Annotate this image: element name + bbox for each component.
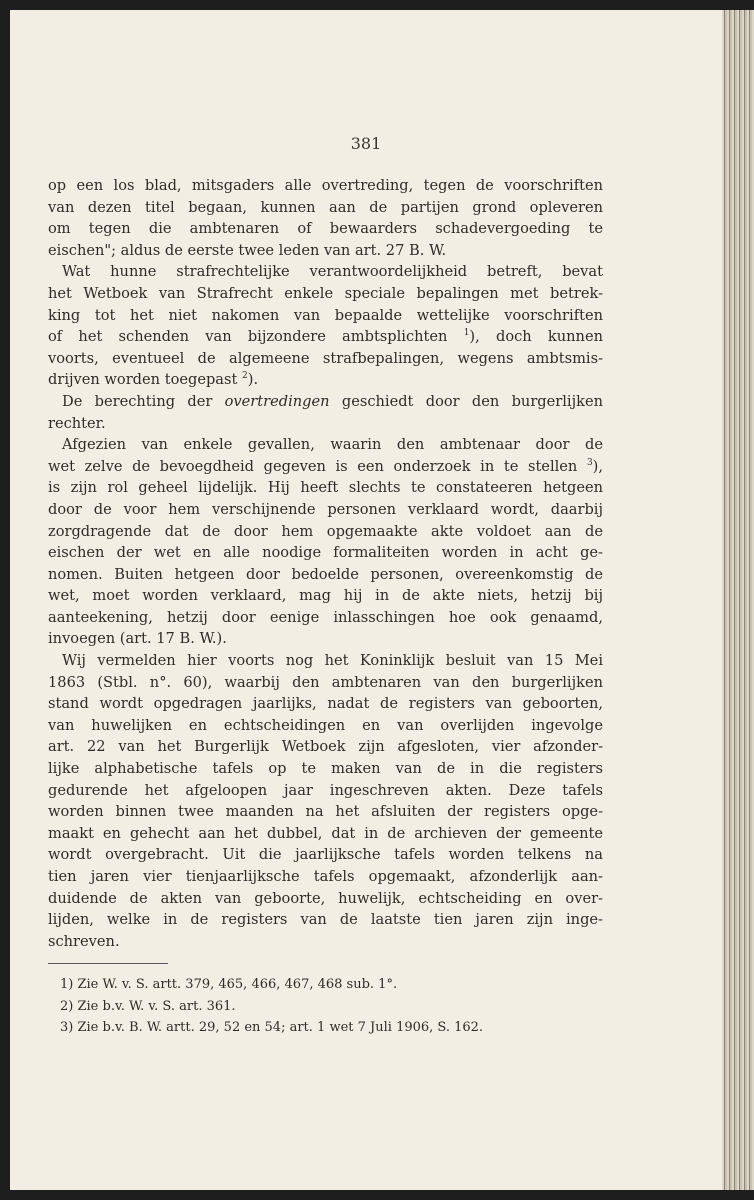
text-line: schreven. bbox=[48, 932, 120, 950]
text-line: wet, moet worden verklaard, mag hij in de akte niets, hetzij bij bbox=[48, 587, 603, 605]
text-segment: geschiedt door den burgerlijken bbox=[341, 392, 604, 410]
footnote-ref: 2 bbox=[242, 371, 248, 382]
footnote-ref: 1 bbox=[463, 328, 470, 339]
text-line bbox=[48, 391, 603, 413]
footnotes bbox=[60, 974, 483, 1039]
body-text bbox=[48, 175, 603, 952]
italic-term: overtredingen bbox=[224, 392, 330, 410]
text-line: duidende de akten van geboorte, huwelijk, echtscheiding en over- bbox=[48, 889, 603, 907]
text-line: rechter. bbox=[48, 414, 106, 432]
text-segment: ), bbox=[592, 457, 604, 475]
text-line: om tegen die ambtenaren of bewaarders schadevergoeding te bbox=[48, 220, 603, 238]
text-line: eischen der wet en alle noodige formaliteiten worden in acht ge- bbox=[48, 544, 603, 562]
text-line: Wij vermelden hier voorts nog het Koninklijk besluit van 15 Mei bbox=[62, 652, 603, 670]
text-line: gedurende het afgeloopen jaar ingeschreven akten. Deze tafels bbox=[48, 781, 603, 799]
text-line: invoegen (art. 17 B. W.). bbox=[48, 630, 227, 648]
text-segment: De berechting der bbox=[62, 392, 213, 410]
text-line: is zijn rol geheel lijdelijk. Hij heeft slechts te constateeren hetgeen bbox=[48, 479, 603, 497]
text-line: maakt en gehecht aan het dubbel, dat in de archieven der gemeente bbox=[48, 824, 603, 842]
footnote: 3) Zie b.v. B. W. artt. 29, 52 en 54; art. 1 wet 7 Juli 1906, S. 162. bbox=[60, 1020, 484, 1035]
text-line: stand wordt opgedragen jaarlijks, nadat de registers van geboorten, bbox=[48, 695, 603, 713]
text-line: Wat hunne strafrechtelijke verantwoordelijkheid betreft, bevat bbox=[62, 263, 603, 281]
page-edges bbox=[722, 10, 754, 1190]
text-segment: ), doch kunnen bbox=[469, 328, 603, 346]
text-line: van huwelijken en echtscheidingen en van overlijden ingevolge bbox=[48, 716, 603, 734]
footnote-ref: 3 bbox=[586, 457, 593, 468]
text-line: wordt overgebracht. Uit die jaarlijksche tafels worden telkens na bbox=[48, 846, 603, 864]
text-line: Afgezien van enkele gevallen, waarin den ambtenaar door de bbox=[62, 436, 603, 454]
footnote: 1) Zie W. v. S. artt. 379, 465, 466, 467, 468 sub. 1°. bbox=[60, 977, 398, 992]
text-line bbox=[48, 456, 603, 478]
text-line: lijden, welke in de registers van de laatste tien jaren zijn inge- bbox=[48, 911, 603, 929]
text-segment: wet zelve de bevoegdheid gegeven is een onderzoek in te stellen bbox=[48, 457, 578, 475]
text-line: lijke alphabetische tafels op te maken van de in die registers bbox=[48, 760, 603, 778]
text-line: door de voor hem verschijnende personen verklaard wordt, daarbij bbox=[48, 500, 603, 518]
text-line: aanteekening, hetzij door eenige inlasschingen hoe ook genaamd, bbox=[48, 608, 603, 626]
text-line: eischen"; aldus de eerste twee leden van art. 27 B. W. bbox=[48, 241, 447, 259]
text-line: voorts, eventueel de algemeene strafbepalingen, wegens ambtsmis- bbox=[48, 349, 603, 367]
text-line bbox=[48, 369, 603, 391]
text-segment: ). bbox=[247, 371, 259, 389]
book-page bbox=[10, 10, 722, 1190]
text-segment: drijven worden toegepast bbox=[48, 371, 238, 389]
text-line: 1863 (Stbl. n°. 60), waarbij den ambtenaren van den burgerlijken bbox=[48, 673, 603, 691]
text-line: op een los blad, mitsgaders alle overtreding, tegen de voorschriften bbox=[48, 177, 603, 194]
footnote-divider bbox=[48, 963, 168, 964]
text-line: king tot het niet nakomen van bepaalde wettelijke voorschriften bbox=[48, 306, 603, 324]
page-number: 381 bbox=[350, 134, 382, 153]
text-line: worden binnen twee maanden na het afsluiten der registers opge- bbox=[48, 803, 603, 821]
text-line: van dezen titel begaan, kunnen aan de partijen grond opleveren bbox=[48, 198, 603, 216]
footnote: 2) Zie b.v. W. v. S. art. 361. bbox=[60, 998, 236, 1014]
text-line: het Wetboek van Strafrecht enkele speciale bepalingen met betrek- bbox=[48, 284, 603, 302]
text-line: art. 22 van het Burgerlijk Wetboek zijn afgesloten, vier afzonder- bbox=[48, 738, 603, 756]
text-line: nomen. Buiten hetgeen door bedoelde personen, overeenkomstig de bbox=[48, 565, 603, 583]
text-segment: of het schenden van bijzondere ambtsplichten bbox=[48, 328, 448, 346]
text-line: zorgdragende dat de door hem opgemaakte akte voldoet aan de bbox=[48, 522, 603, 540]
text-line bbox=[48, 326, 603, 348]
text-line: tien jaren vier tienjaarlijksche tafels opgemaakt, afzonderlijk aan- bbox=[48, 868, 603, 885]
